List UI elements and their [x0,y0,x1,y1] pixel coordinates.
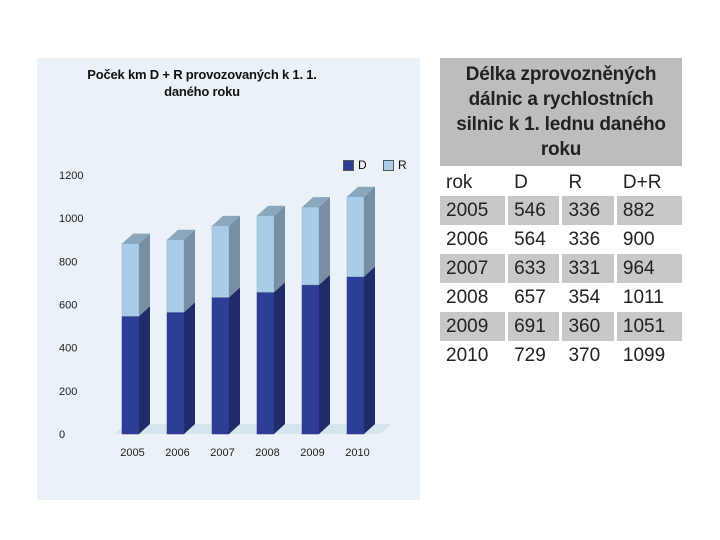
table-cell: 564 [507,225,561,254]
y-tick-label: 800 [59,256,78,269]
y-tick-label: 400 [59,342,78,355]
table-cell: 633 [507,254,561,283]
table-cell: 370 [561,341,615,370]
legend-item-r [383,158,407,172]
table-cell: 2009 [440,312,507,341]
y-tick-label: 200 [59,385,78,398]
bar-side-d-2008 [274,282,285,434]
bar-side-r-2007 [229,216,240,297]
x-tick-label: 2005 [120,447,145,459]
x-tick-label: 2007 [210,447,235,459]
bar-d-2008 [257,292,274,434]
header-cell: D+R [615,170,682,196]
chart-title [37,66,367,100]
bar-r-2009 [302,207,319,285]
data-table [440,170,682,370]
y-tick-label: 0 [59,429,66,441]
table-cell: 1011 [615,283,682,312]
x-tick-label: 2009 [300,447,325,459]
bar-side-r-2009 [319,197,330,285]
y-tick-label: 1000 [59,213,84,226]
table-row [440,341,682,370]
table-row [440,225,682,254]
bar-r-2005 [122,244,139,317]
bar-side-d-2006 [184,302,195,434]
table-cell: 2007 [440,254,507,283]
bar-chart [37,58,420,500]
bar-d-2005 [122,316,139,434]
table-cell: 1099 [615,341,682,370]
bar-r-2007 [212,226,229,297]
table-cell: 900 [615,225,682,254]
header-cell: D [507,170,561,196]
x-tick-label: 2010 [345,447,370,459]
bar-side-r-2006 [184,230,195,313]
table-row [440,312,682,341]
table-cell: 546 [507,196,561,225]
table-row [440,196,682,225]
chart-panel [37,58,420,500]
table-cell: 336 [561,196,615,225]
table-title: Délka zprovozněných dálnic a rychlostních silnic k 1. lednu daného roku [440,58,682,166]
bar-d-2006 [167,312,184,434]
bar-d-2007 [212,297,229,434]
table-row [440,283,682,312]
bar-r-2010 [347,197,364,277]
x-tick-label: 2006 [165,447,190,459]
bar-side-d-2007 [229,287,240,434]
legend-label-d: D [358,158,367,172]
bar-side-r-2008 [274,206,285,292]
table-cell: 657 [507,283,561,312]
table-cell: 2010 [446,344,489,366]
bar-d-2010 [347,277,364,434]
chart-title-line-2: daného roku [164,84,240,99]
table-cell: 336 [561,225,615,254]
table-header-row [440,170,682,196]
table-cell: 360 [561,312,615,341]
bar-r-2006 [167,240,184,313]
legend-item-d [343,158,367,172]
table-cell: 1051 [615,312,682,341]
table-cell: 2008 [446,286,489,308]
bar-side-r-2010 [364,187,375,277]
chart-title-line-1: Poček km D + R provozovaných k 1. 1. [87,67,317,82]
bar-side-d-2005 [139,306,150,434]
legend-swatch-r [383,160,394,171]
bar-side-d-2010 [364,267,375,434]
table-cell: 331 [561,254,615,283]
legend-swatch-d [343,160,354,171]
table-cell: 964 [615,254,682,283]
y-tick-label: 600 [59,299,78,312]
table-cell: 691 [507,312,561,341]
table-cell: 2005 [440,196,507,225]
table-cell: 354 [561,283,615,312]
table-panel [440,58,682,370]
bar-side-d-2009 [319,275,330,434]
bar-side-r-2005 [139,234,150,317]
table-cell: 729 [507,341,561,370]
y-tick-label: 1200 [59,170,84,182]
header-cell: R [561,170,615,196]
bar-r-2008 [257,216,274,292]
table-cell: 882 [615,196,682,225]
x-tick-label: 2008 [255,447,280,459]
legend-label-r: R [398,158,407,172]
header-cell: rok [446,172,473,193]
bar-d-2009 [302,285,319,434]
table-cell: 2006 [446,228,489,250]
table-row [440,254,682,283]
